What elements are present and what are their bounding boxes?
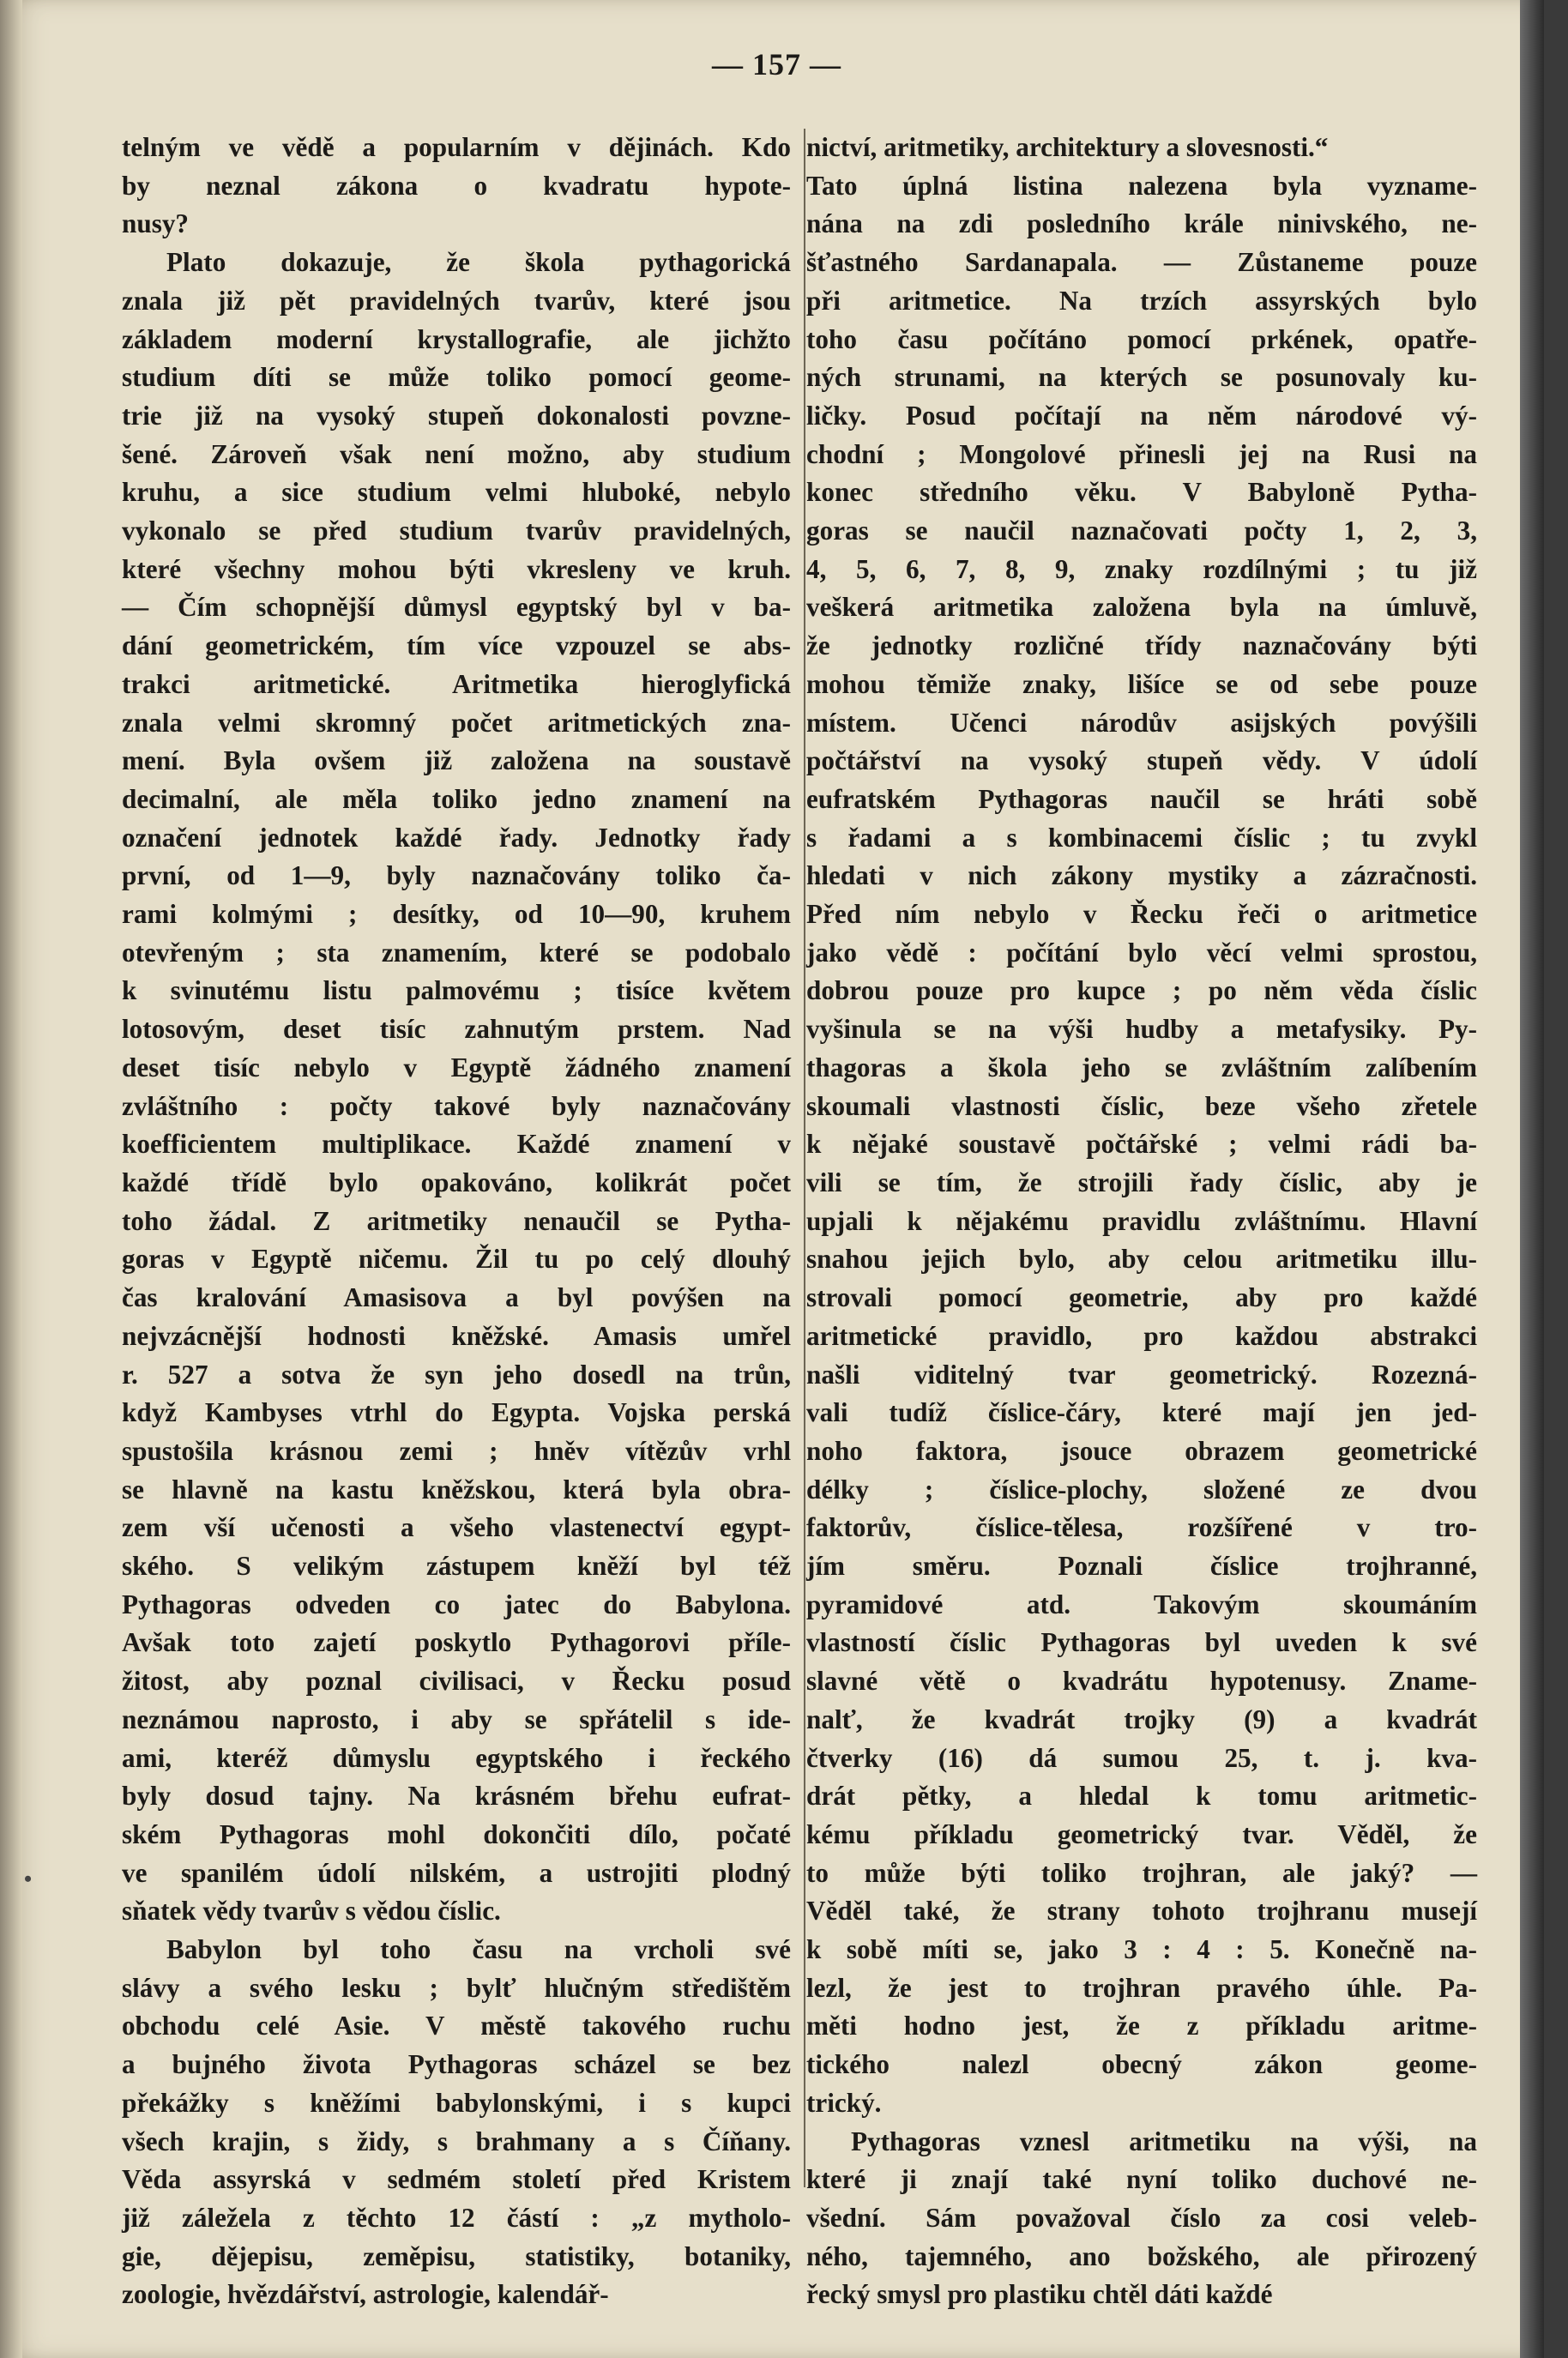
text-line: goras se naučil naznačovati počty 1, 2, 3,: [806, 516, 1477, 546]
text-line: upjali k nějakému pravidlu zvláštnímu. Hlavní: [806, 1205, 1477, 1236]
text-line: sňatek vědy tvarův s vědou číslic.: [122, 1896, 501, 1927]
text-line: všech krajin, s židy, s brahmany a s Číňany.: [122, 2126, 791, 2156]
text-line: lotosovým, deset tisíc zahnutým prstem. Nad: [122, 1014, 791, 1045]
text-line: gie, dějepisu, zeměpisu, statistiky, botaniky,: [122, 2240, 791, 2271]
text-line: r. 527 a sotva že syn jeho dosedl na trůn,: [122, 1359, 791, 1390]
text-line: dobrou pouze pro kupce ; po něm věda číslic: [806, 975, 1477, 1006]
text-line: čtverky (16) dá sumou 25, t. j. kva-: [806, 1742, 1477, 1773]
text-line: ském Pythagoras mohl dokončiti dílo, počaté: [122, 1818, 791, 1849]
text-line: vyšinula se na výši hudby a metafysiky. Py-: [806, 1014, 1477, 1045]
text-line: ných strunami, na kterých se posunovaly ku-: [806, 362, 1477, 393]
text-line: k nějaké soustavě počtářské ; velmi rádi ba-: [806, 1129, 1477, 1160]
text-line: délky ; číslice-plochy, složené ze dvou: [806, 1474, 1477, 1505]
text-line: koefficientem multiplikace. Každé znamení v: [122, 1129, 791, 1160]
text-line: obchodu celé Asie. V městě takového ruchu: [122, 2011, 791, 2041]
text-line: řecký smysl pro plastiku chtěl dáti každé: [806, 2279, 1273, 2310]
text-line: ve spanilém údolí nilském, a ustrojiti plodný: [122, 1857, 791, 1888]
text-line: překážky s kněžími babylonskými, i s kupci: [122, 2087, 791, 2118]
text-line: vykonalo se před studium tvarův pravidelných,: [122, 516, 791, 546]
text-line: — Čím schopnější důmysl egyptský byl v ba-: [122, 592, 791, 623]
text-line: pyramidové atd. Takovým skoumáním: [806, 1589, 1477, 1619]
text-line: Před ním nebylo v Řecku řeči o aritmetice: [806, 899, 1477, 930]
text-line: toho žádal. Z aritmetiky nenaučil se Pytha-: [122, 1205, 791, 1236]
text-line: jako vědě : počítání bylo věcí velmi sprostou,: [806, 937, 1477, 968]
text-line: toho času počítáno pomocí prkének, opatře-: [806, 323, 1477, 354]
text-line: nána na zdi posledního krále ninivského, ne-: [806, 208, 1477, 239]
text-line: první, od 1—9, byly naznačovány toliko ča-: [122, 860, 791, 891]
text-line: místem. Učenci národův asijských povýšili: [806, 707, 1477, 738]
text-line: lezl, že jest to trojhran pravého úhle. Pa-: [806, 1972, 1477, 2003]
page-number: — 157 —: [712, 47, 841, 81]
text-line: zvláštního : počty takové byly naznačovány: [122, 1090, 791, 1121]
text-line: deset tisíc nebylo v Egyptě žádného znamení: [122, 1052, 791, 1083]
text-line: trakci aritmetické. Aritmetika hieroglyfická: [122, 668, 791, 699]
text-line: zoologie, hvězdářství, astrologie, kalendář-: [122, 2279, 609, 2310]
text-line: každé třídě bylo opakováno, kolikrát počet: [122, 1167, 791, 1197]
scan-edge: [1520, 0, 1544, 2358]
text-line: spustošila krásnou zemi ; hněv vítězův vrhl: [122, 1435, 791, 1466]
text-line: kému příkladu geometrický tvar. Věděl, že: [806, 1818, 1477, 1849]
text-line: již záležela z těchto 12 částí : „z mytholo-: [122, 2202, 791, 2233]
text-line: počtářství na vysoký stupeň vědy. V údolí: [806, 745, 1477, 776]
text-line: telným ve vědě a popularním v dějinách. Kdo: [122, 132, 791, 162]
text-line: hledati v nich zákony mystiky a zázračnosti.: [806, 860, 1477, 891]
text-line: ami, kteréž důmyslu egyptského i řeckého: [122, 1742, 791, 1773]
text-line: ského. S velikým zástupem kněží byl též: [122, 1551, 791, 1582]
text-line: že jednotky rozličné třídy naznačovány býti: [806, 630, 1477, 661]
text-line: to může býti toliko trojhran, ale jaký? —: [806, 1857, 1477, 1888]
text-line: slávy a svého lesku ; bylť hlučným středištěm: [122, 1972, 791, 2003]
text-line: našli viditelný tvar geometrický. Rozezná-: [806, 1359, 1477, 1390]
text-line: drát pětky, a hledal k tomu aritmetic-: [806, 1781, 1477, 1812]
text-line: dání geometrickém, tím více vzpouzel se abs-: [122, 630, 791, 661]
text-line: měti hodno jest, že z příkladu aritme-: [806, 2011, 1477, 2041]
text-line: šťastného Sardanapala. — Zůstaneme pouze: [806, 247, 1477, 278]
binding-shadow: [0, 0, 22, 2358]
text-line: se hlavně na kastu kněžskou, která byla obra-: [122, 1474, 791, 1505]
text-line: studium díti se může toliko pomocí geome-: [122, 362, 791, 393]
text-line: nictví, aritmetiky, architektury a slovesnosti.“: [806, 132, 1329, 162]
text-line: šené. Zároveň však není možno, aby studium: [122, 438, 791, 469]
text-line: Babylon byl toho času na vrcholi své: [166, 1934, 791, 1965]
text-line: noho faktora, jsouce obrazem geometrické: [806, 1435, 1477, 1466]
text-line: by neznal zákona o kvadratu hypote-: [122, 170, 791, 201]
text-line: slavné větě o kvadrátu hypotenusy. Zname-: [806, 1666, 1477, 1697]
text-line: s řadami a s kombinacemi číslic ; tu zvykl: [806, 822, 1477, 853]
text-line: tického nalezl obecný zákon geome-: [806, 2049, 1477, 2080]
text-line: vlastností číslic Pythagoras byl uveden k své: [806, 1627, 1477, 1658]
text-line: goras v Egyptě ničemu. Žil tu po celý dlouhý: [122, 1244, 791, 1275]
text-line: decimalní, ale měla toliko jedno znamení na: [122, 783, 791, 814]
text-line: které ji znají také nyní toliko duchové ne-: [806, 2164, 1477, 2195]
text-line: mohou těmiže znaky, lišíce se od sebe pouze: [806, 668, 1477, 699]
text-line: skoumali vlastnosti číslic, beze všeho zřetele: [806, 1090, 1477, 1121]
text-line: thagoras a škola jeho se zvláštním zalíbením: [806, 1052, 1477, 1083]
text-line: k sobě míti se, jako 3 : 4 : 5. Konečně na-: [806, 1934, 1477, 1965]
text-line: neznámou naprosto, i aby se spřátelil s ide-: [122, 1704, 791, 1734]
text-line: trický.: [806, 2087, 882, 2118]
text-line: mení. Byla ovšem již založena na soustavě: [122, 745, 791, 776]
text-line: konec středního věku. V Babyloně Pytha-: [806, 477, 1477, 508]
text-line: vili se tím, že strojili řady číslic, aby je: [806, 1167, 1477, 1197]
text-line: zem vší učenosti a všeho vlastenectví egypt-: [122, 1512, 791, 1543]
text-line: Tato úplná listina nalezena byla vyzname-: [806, 170, 1477, 201]
text-line: 4, 5, 6, 7, 8, 9, znaky rozdílnými ; tu již: [806, 553, 1477, 584]
text-line: Pythagoras odveden co jatec do Babylona.: [122, 1589, 791, 1619]
text-line: při aritmetice. Na trzích assyrských bylo: [806, 285, 1477, 316]
left-column: [122, 129, 791, 2314]
margin-mark: •: [24, 1866, 33, 1891]
text-line: vali tudíž číslice-čáry, které mají jen jed-: [806, 1397, 1477, 1428]
text-line: aritmetické pravidlo, pro každou abstrakci: [806, 1320, 1477, 1351]
text-line: veškerá aritmetika založena byla na úmluvě,: [806, 592, 1477, 623]
right-column: [806, 129, 1477, 2314]
text-line: rami kolmými ; desítky, od 10—90, kruhem: [122, 899, 791, 930]
text-line: k svinutému listu palmovému ; tisíce květem: [122, 975, 791, 1006]
text-line: snahou jejich bylo, aby celou aritmetiku illu-: [806, 1244, 1477, 1275]
text-line: čas kralování Amasisova a byl povýšen na: [122, 1282, 791, 1313]
text-line: nejvzácnější hodnosti kněžské. Amasis umřel: [122, 1320, 791, 1351]
text-line: znala velmi skromný počet aritmetických zna-: [122, 707, 791, 738]
column-divider: [804, 129, 805, 2187]
text-line: trie již na vysoký stupeň dokonalosti povzne-: [122, 400, 791, 431]
text-line: Plato dokazuje, že škola pythagorická: [166, 247, 791, 278]
text-line: když Kambyses vtrhl do Egypta. Vojska perská: [122, 1397, 791, 1428]
text-line: eufratském Pythagoras naučil se hráti sobě: [806, 783, 1477, 814]
text-line: a bujného života Pythagoras scházel se bez: [122, 2049, 791, 2080]
text-line: jím směru. Poznali číslice trojhranné,: [806, 1551, 1477, 1582]
text-line: Věda assyrská v sedmém století před Kristem: [122, 2164, 791, 2195]
text-line: kruhu, a sice studium velmi hluboké, nebylo: [122, 477, 791, 508]
text-line: Věděl také, že strany tohoto trojhranu musejí: [806, 1896, 1477, 1927]
text-line: chodní ; Mongolové přinesli jej na Rusi na: [806, 438, 1477, 469]
text-line: všední. Sám považoval číslo za cosi veleb-: [806, 2202, 1477, 2233]
text-line: které všechny mohou býti vkresleny ve kruh.: [122, 553, 791, 584]
text-line: základem moderní krystallografie, ale jichžto: [122, 323, 791, 354]
text-line: nalť, že kvadrát trojky (9) a kvadrát: [806, 1704, 1477, 1734]
text-line: ného, tajemného, ano božského, ale přirozený: [806, 2240, 1477, 2271]
text-line: žitost, aby poznal civilisaci, v Řecku posud: [122, 1666, 791, 1697]
text-line: označení jednotek každé řady. Jednotky řady: [122, 822, 791, 853]
text-line: faktorův, číslice-tělesa, rozšířené v tro-: [806, 1512, 1477, 1543]
text-line: byly dosud tajny. Na krásném břehu eufrat-: [122, 1781, 791, 1812]
text-line: strovali pomocí geometrie, aby pro každé: [806, 1282, 1477, 1313]
text-line: znala již pět pravidelných tvarův, které jsou: [122, 285, 791, 316]
text-line: Avšak toto zajetí poskytlo Pythagorovi příle-: [122, 1627, 791, 1658]
text-line: Pythagoras vznesl aritmetiku na výši, na: [851, 2126, 1477, 2156]
text-line: ličky. Posud počítají na něm národové vý-: [806, 400, 1477, 431]
text-line: otevřeným ; sta znamením, které se podobalo: [122, 937, 791, 968]
text-line: nusy?: [122, 208, 190, 239]
